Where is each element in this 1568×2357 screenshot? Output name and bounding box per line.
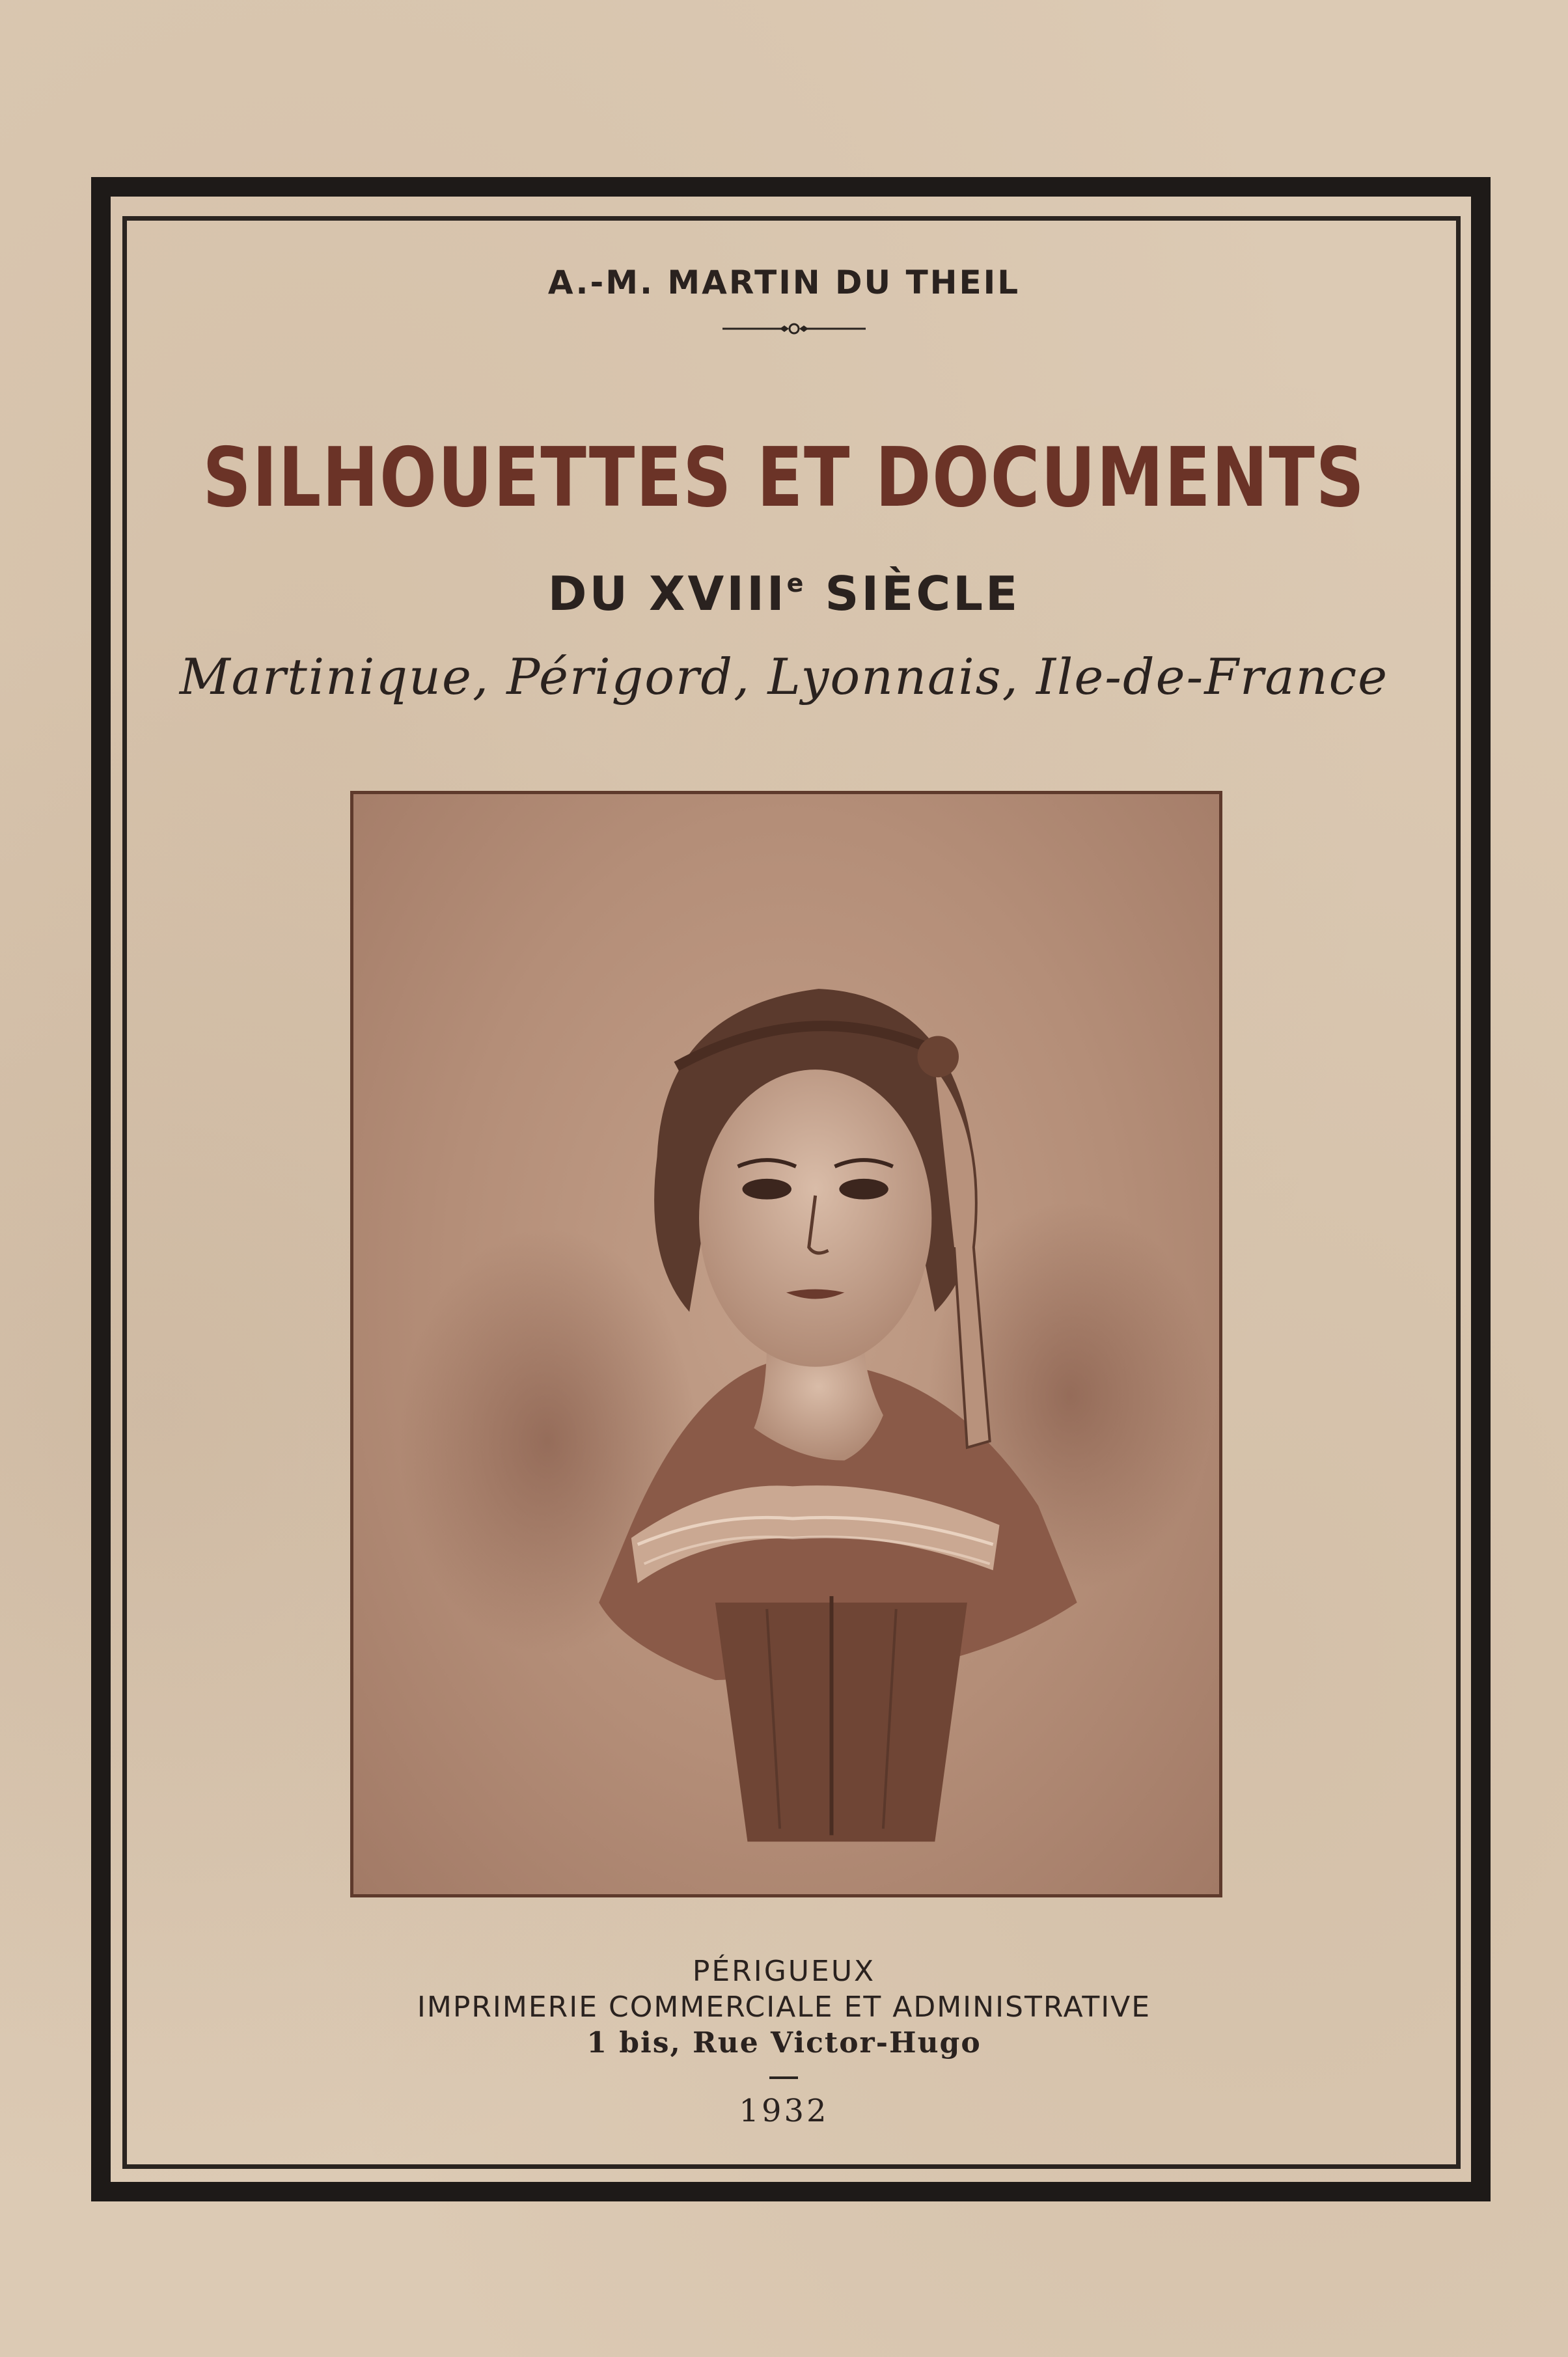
subtitle-prefix: DU XVIII <box>547 566 787 621</box>
publication-year: 1932 <box>739 2093 829 2129</box>
portrait-engraving <box>350 791 1222 1897</box>
subtitle-superscript: e <box>786 569 806 598</box>
book-title: SILHOUETTES ET DOCUMENTS <box>202 430 1366 525</box>
publisher-address: 1 bis, Rue Victor-Hugo <box>586 2026 982 2060</box>
publisher-city: PÉRIGUEUX <box>692 1955 876 1988</box>
regions-line: Martinique, Périgord, Lyonnais, Ile-de-France <box>179 648 1389 706</box>
book-subtitle <box>0 566 1568 621</box>
subtitle-suffix: SIÈCLE <box>806 566 1021 621</box>
publisher-name: IMPRIMERIE COMMERCIALE ET ADMINISTRATIVE <box>417 1991 1151 2024</box>
portrait-drawing <box>353 794 1219 1894</box>
author-name: A.-M. MARTIN DU THEIL <box>547 264 1021 301</box>
short-rule <box>769 2076 798 2079</box>
ornament-divider <box>722 319 866 338</box>
